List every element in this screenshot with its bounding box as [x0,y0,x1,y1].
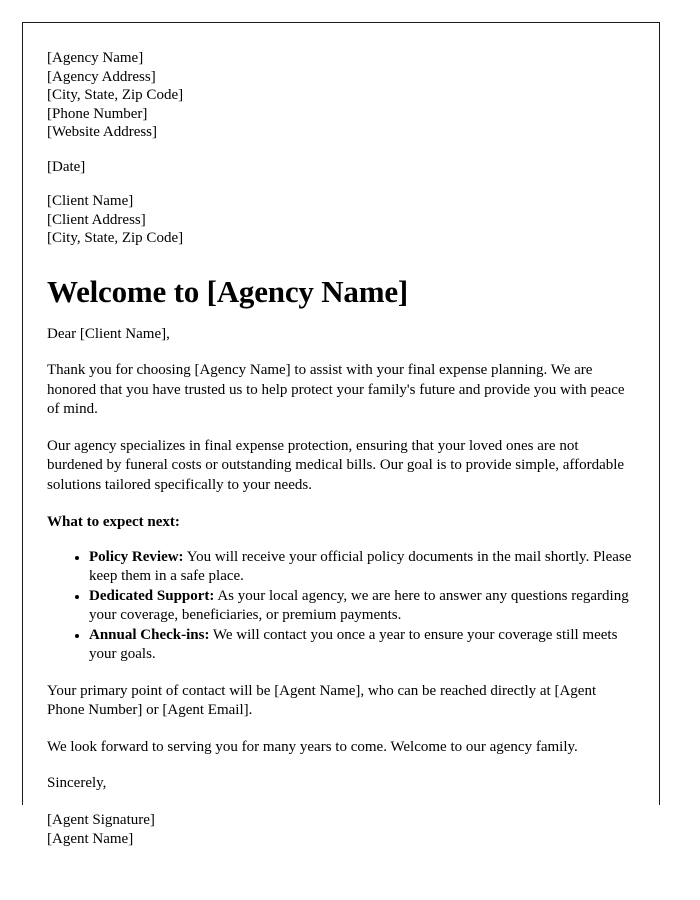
list-item-lead: Dedicated Support: [89,587,215,604]
spacer [47,176,635,192]
sender-line: [Website Address] [47,124,158,140]
body-paragraph-4: We look forward to serving you for many years to come. Welcome to our agency family. [47,738,578,755]
list-item [47,587,635,626]
date-block [47,158,635,177]
sender-address-block [47,49,635,142]
body-paragraph-1: Thank you for choosing [Agency Name] to assist with your final expense planning. We are honored that you have trusted us to help protect your family's future and provide you with peace of mind. [47,362,625,417]
spacer [47,142,635,158]
body-paragraph-2: Our agency specializes in final expense protection, ensuring that your loved ones are not burdened by funeral costs or outstanding medical bills. Our goal is to provide simple, affordable solutions tailored specifically to your needs. [47,437,625,493]
list-heading: What to expect next: [47,514,180,530]
recipient-line: [Client Address] [47,211,146,228]
list-item-text: You will receive your official policy documents in the mail shortly. Please keep them in a safe place. [89,548,632,584]
sender-line: [Phone Number] [47,105,148,122]
expectations-list [47,548,635,665]
signature-line: [Agent Signature] [47,811,155,828]
list-item-text: As your local agency, we are here to answer any questions regarding your coverage, beneficiaries, or premium payments. [89,587,629,623]
page-title: Welcome to [Agency Name] [47,273,409,309]
document-body [47,49,635,850]
list-item [47,548,635,587]
date-line: [Date] [47,158,86,175]
list-item [47,626,635,665]
document-page [22,22,660,847]
list-item-lead: Policy Review: [89,548,184,565]
closing-line: Sincerely, [47,775,107,791]
salutation: Dear [Client Name], [47,325,170,342]
signature-block [47,811,635,850]
body-paragraph-3: Your primary point of contact will be [Agent Name], who can be reached directly at [Agent Phone Number] or [Agent Email]. [47,682,597,718]
list-item-text: We will contact you once a year to ensure your coverage still meets your goals. [89,626,618,662]
recipient-line: [Client Name] [47,193,134,209]
sender-line: [City, State, Zip Code] [47,87,184,103]
recipient-line: [City, State, Zip Code] [47,230,184,246]
signature-name-line: [Agent Name] [47,831,134,847]
sender-line: [Agency Address] [47,68,156,85]
sender-line: [Agency Name] [47,50,144,66]
list-item-lead: Annual Check-ins: [89,626,210,643]
recipient-address-block [47,192,635,248]
